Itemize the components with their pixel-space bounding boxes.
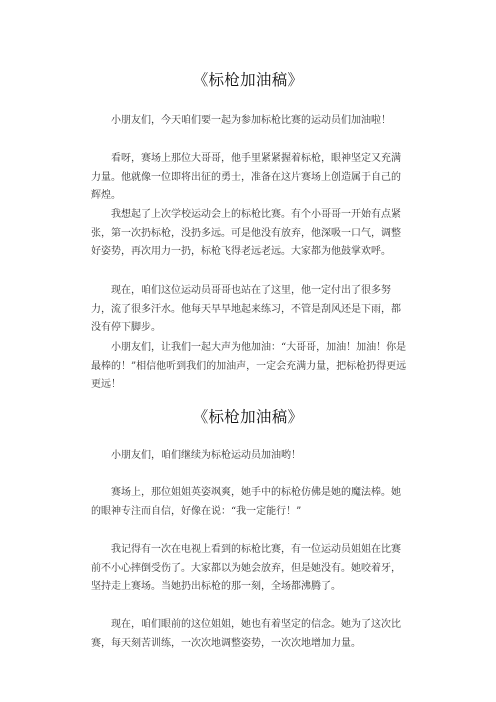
- section-2-paragraph-4: 现在，咱们眼前的这位姐姐，她也有着坚定的信念。她为了这次比赛，每天刻苦训练，一次次地调整姿势，一次次地增加力量。: [91, 619, 401, 649]
- section-2-paragraph-3: 我记得有一次在电视上看到的标枪比赛，有一位运动员姐姐在比赛前不小心摔倒受伤了。大家都以为她会放弃，但是她没有。她咬着牙，坚持走上赛场。当她扔出标枪的那一刻，全场都沸腾了。: [91, 544, 401, 592]
- section-1-paragraph-1: 小朋友们，今天咱们要一起为参加标枪比赛的运动员们加油啦！: [111, 115, 391, 126]
- section-1-paragraph-2: 看呀，赛场上那位大哥哥，他手里紧紧握着标枪，眼神坚定又充满力量。他就像一位即将出征的勇士，准备在这片赛场上创造属于自己的辉煌。: [91, 153, 401, 201]
- section-2-title: 《标枪加油稿》: [192, 408, 304, 426]
- section-1-paragraph-5: 小朋友们，让我们一起大声为他加油：“大哥哥，加油！加油！你是最棒的！”相信他听到我们的加油声，一定会充满力量，把标枪扔得更远更远！: [91, 342, 407, 390]
- section-1-paragraph-4: 现在，咱们这位运动员哥哥也站在了这里，他一定付出了很多努力，流了很多汗水。他每天早早地起来练习，不管是刮风还是下雨，都没有停下脚步。: [91, 285, 401, 333]
- section-1-paragraph-3: 我想起了上次学校运动会上的标枪比赛。有个小哥哥一开始有点紧张，第一次扔标枪，没扔多远。可是他没有放弃，他深吸一口气，调整好姿势，再次用力一扔，标枪飞得老远老远。大家都为他鼓掌欢呼。: [91, 209, 401, 257]
- section-2-paragraph-1: 小朋友们，咱们继续为标枪运动员加油哟！: [111, 450, 301, 461]
- section-2-paragraph-2: 赛场上，那位姐姐英姿飒爽，她手中的标枪仿佛是她的魔法棒。她的眼神专注而自信，好像在说：“我一定能行！”: [91, 487, 401, 517]
- section-1-title: 《标枪加油稿》: [192, 71, 304, 89]
